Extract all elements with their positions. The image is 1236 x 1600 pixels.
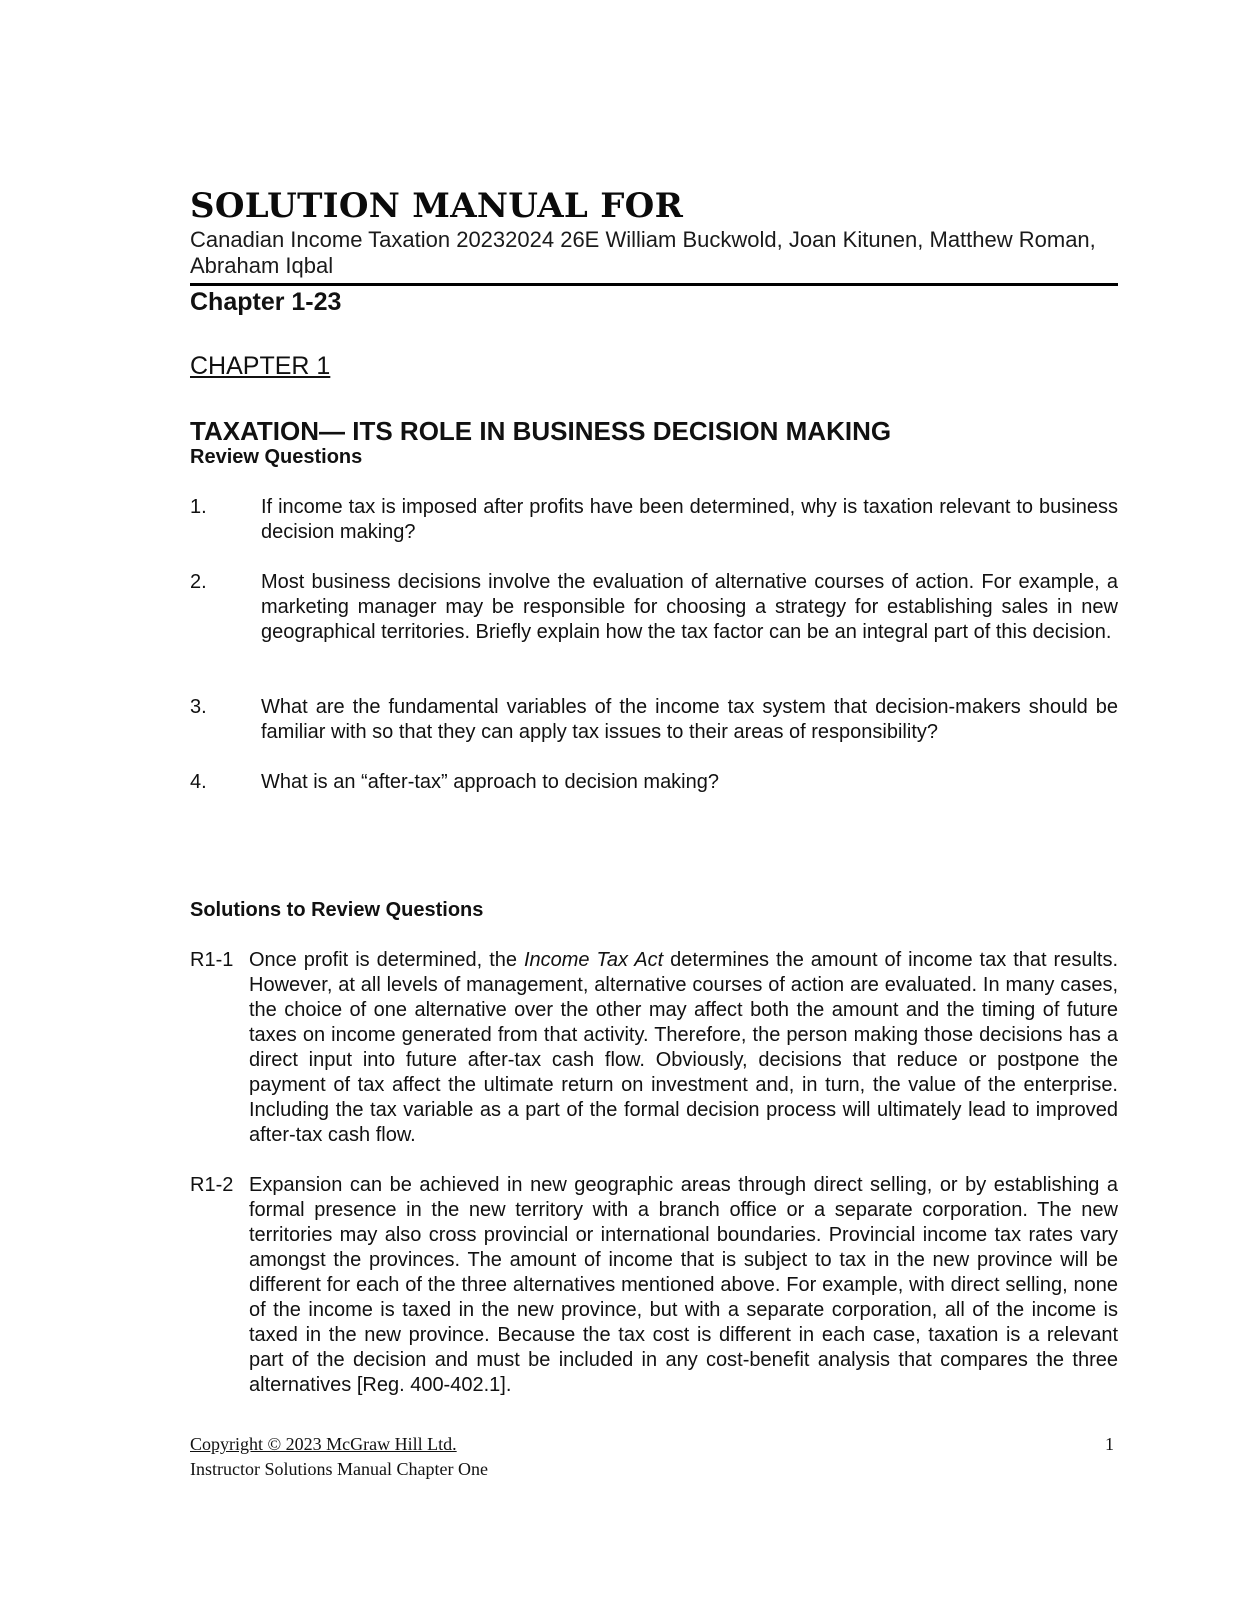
document-title: SOLUTION MANUAL FOR — [190, 186, 684, 226]
chapter-label: CHAPTER 1 — [190, 352, 331, 380]
question-text: What is an “after-tax” approach to decision making? — [261, 771, 719, 793]
review-question — [190, 695, 1118, 745]
footer-manual-title: Instructor Solutions Manual Chapter One — [190, 1459, 488, 1479]
page-number: 1 — [1105, 1434, 1114, 1454]
question-text: What are the fundamental variables of the income tax system that decision-makers should be familiar with so that they can apply tax issues to their areas of responsibility? — [261, 696, 1118, 743]
question-number: 1. — [190, 496, 207, 518]
solution-number: R1-1 — [190, 949, 234, 971]
chapter-title: TAXATION— ITS ROLE IN BUSINESS DECISION MAKING — [190, 416, 892, 446]
solution-text-part: Once profit is determined, the — [249, 949, 524, 971]
book-subtitle: Canadian Income Taxation 20232024 26E William Buckwold, Joan Kitunen, Matthew Roman, Abraham Iqbal — [190, 227, 1096, 278]
solution-item — [190, 1173, 1118, 1398]
solution-text — [249, 948, 1118, 1148]
act-name: Income Tax Act — [523, 949, 664, 971]
question-number: 2. — [190, 571, 207, 593]
chapter-range: Chapter 1-23 — [190, 288, 342, 316]
question-text: Most business decisions involve the evaluation of alternative courses of action. For example, a marketing manager may be responsible for choosing a strategy for establishing sales in new geographical territories. Briefly explain how the tax factor can be an integral part of this decision. — [261, 571, 1118, 643]
question-text: If income tax is imposed after profits have been determined, why is taxation relevant to business decision making? — [261, 496, 1118, 543]
question-number: 3. — [190, 696, 207, 718]
footer-copyright: Copyright © 2023 McGraw Hill Ltd. — [190, 1434, 457, 1454]
review-question — [190, 570, 1118, 645]
solution-number: R1-2 — [190, 1174, 234, 1196]
solution-text-part: determines the amount of income tax that results. However, at all levels of management, alternative courses of action are evaluated. In many cases, the choice of one alternative over the other may affect both the amount and the timing of future taxes on income generated from that activity. Therefore, the person making those decisions has a direct input into future after-tax cash flow. Obviously, decisions that reduce or postpone the payment of tax affect the ultimate return on investment and, in turn, the value of the enterprise. Including the tax variable as a part of the formal decision process will ultimately lead to improved after-tax cash flow. — [249, 949, 1118, 1146]
review-questions-heading: Review Questions — [190, 446, 363, 468]
header-rule — [190, 283, 1118, 286]
question-number: 4. — [190, 771, 207, 793]
review-question — [190, 495, 1118, 545]
solution-text: Expansion can be achieved in new geographic areas through direct selling, or by establishing a formal presence in the new territory with a branch office or a separate corporation. The new territories may also cross provincial or international boundaries. Provincial income tax rates vary amongst the provinces. The amount of income that is subject to tax in the new province will be different for each of the three alternatives mentioned above. For example, with direct selling, none of the income is taxed in the new province, but with a separate corporation, all of the income is taxed in the new province. Because the tax cost is different in each case, taxation is a relevant part of the decision and must be included in any cost-benefit analysis that compares the three alternatives [Reg. 400-402.1]. — [249, 1174, 1118, 1396]
review-question — [190, 770, 1118, 795]
solution-item — [190, 948, 1118, 1148]
document-page — [190, 0, 1118, 1600]
solutions-heading: Solutions to Review Questions — [190, 899, 484, 921]
